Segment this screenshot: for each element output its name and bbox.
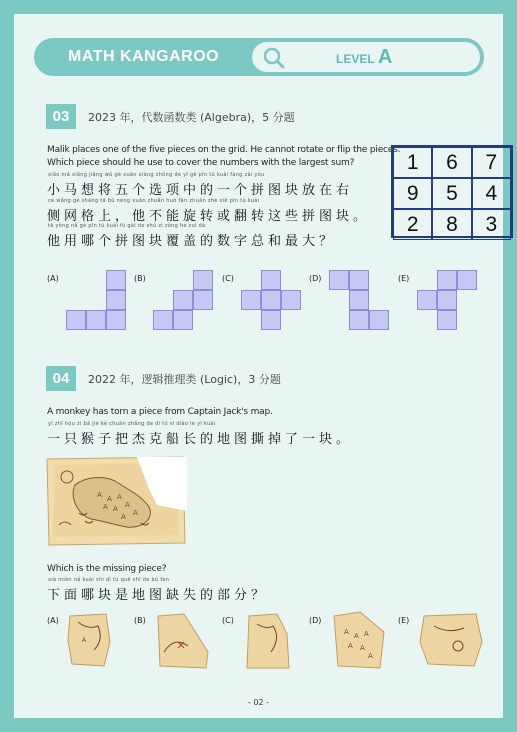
svg-text:A: A (368, 652, 373, 660)
question-title: 2022 年，逻辑推理类 (Logic)，3 分题 (88, 373, 281, 386)
pinyin-line: xià miàn nǎ kuài shì dì tú quē shī de bù fen (48, 577, 170, 583)
svg-text:A: A (97, 491, 102, 499)
grid-cell: 3 (472, 209, 511, 240)
svg-text:A: A (344, 628, 349, 636)
level-indicator (336, 42, 392, 72)
level-label: LEVEL (336, 52, 375, 66)
svg-text:A: A (107, 495, 112, 503)
option-label-c: (C) (222, 274, 234, 283)
svg-text:A: A (103, 503, 108, 511)
option-label-a: (A) (47, 274, 59, 283)
question-number-04: 04 (46, 366, 76, 391)
treasure-map-image (45, 455, 187, 547)
header-bar (34, 38, 484, 76)
svg-text:A: A (82, 637, 87, 644)
svg-text:A: A (360, 644, 365, 652)
pinyin-line: cè wǎng gé shàng tā bù néng xuán zhuǎn huò fān zhuǎn zhè xiē pīn tú kuài (48, 198, 260, 204)
map-piece-option-e[interactable] (418, 612, 484, 668)
question-text-zh: 小马想将五个选项中的一个拼图块放在右 (47, 183, 354, 198)
svg-text:A: A (364, 630, 369, 638)
svg-text:A: A (121, 513, 126, 521)
pinyin-line: xiǎo mǎ xiǎng jiāng wǔ gè xuǎn xiàng zhōng de yī gè pīn tú kuài fàng zài yòu (48, 172, 265, 178)
question-text-zh: 一只猴子把杰克船长的地图撕掉了一块。 (47, 432, 354, 447)
option-label-b: (B) (134, 616, 146, 625)
grid-cell: 5 (432, 178, 471, 209)
question-title: 2023 年，代数函数类 (Algebra)，5 分题 (88, 111, 295, 124)
grid-cell: 9 (393, 178, 432, 209)
search-icon (252, 42, 296, 72)
question-text-zh: 侧网格上，他不能旋转或翻转这些拼图块。 (47, 209, 371, 224)
grid-cell: 7 (472, 147, 511, 178)
option-label-d: (D) (309, 274, 322, 283)
svg-text:A: A (348, 642, 353, 650)
question-text-en: Which is the missing piece? (47, 564, 167, 574)
question-text-en: Which piece should he use to cover the numbers with the largest sum? (47, 158, 355, 168)
grid-cell: 2 (393, 209, 432, 240)
svg-text:A: A (133, 509, 138, 517)
svg-text:A: A (354, 632, 359, 640)
grid-cell: 6 (432, 147, 471, 178)
grid-cell: 1 (393, 147, 432, 178)
option-label-c: (C) (222, 616, 234, 625)
pinyin-line: tā yòng nǎ gè pīn tú kuài fù gài de shù zì zǒng hé zuì dà (48, 223, 206, 229)
level-letter: A (377, 46, 393, 68)
map-piece-option-c[interactable] (243, 612, 291, 670)
number-grid (391, 145, 513, 238)
question-text-en: Malik places one of the five pieces on the grid. He cannot rotate or flip the pieces. (47, 145, 401, 155)
question-number-03: 03 (46, 104, 76, 129)
option-label-b: (B) (134, 274, 146, 283)
grid-cell: 4 (472, 178, 511, 209)
question-text-en: A monkey has torn a piece from Captain Jack's map. (47, 407, 273, 417)
grid-cell: 8 (432, 209, 471, 240)
map-piece-option-b[interactable] (154, 612, 210, 670)
option-label-a: (A) (47, 616, 59, 625)
brand-title: MATH KANGAROO (68, 48, 220, 65)
option-label-e: (E) (398, 616, 410, 625)
page-number: - 02 - (247, 698, 270, 707)
question-text-zh: 他用哪个拼图块覆盖的数字总和最大？ (47, 234, 337, 249)
svg-text:A: A (113, 505, 118, 513)
option-label-d: (D) (309, 616, 322, 625)
map-piece-option-d[interactable] (330, 610, 386, 670)
svg-text:A: A (125, 501, 130, 509)
svg-text:A: A (117, 493, 122, 501)
pinyin-line: yī zhī hóu zi bǎ jié kè chuán zhǎng de dì tú sī diào le yī kuài (48, 421, 216, 427)
map-piece-option-a[interactable] (66, 612, 112, 668)
option-label-e: (E) (398, 274, 410, 283)
question-text-zh: 下面哪块是地图缺失的部分？ (47, 588, 269, 603)
